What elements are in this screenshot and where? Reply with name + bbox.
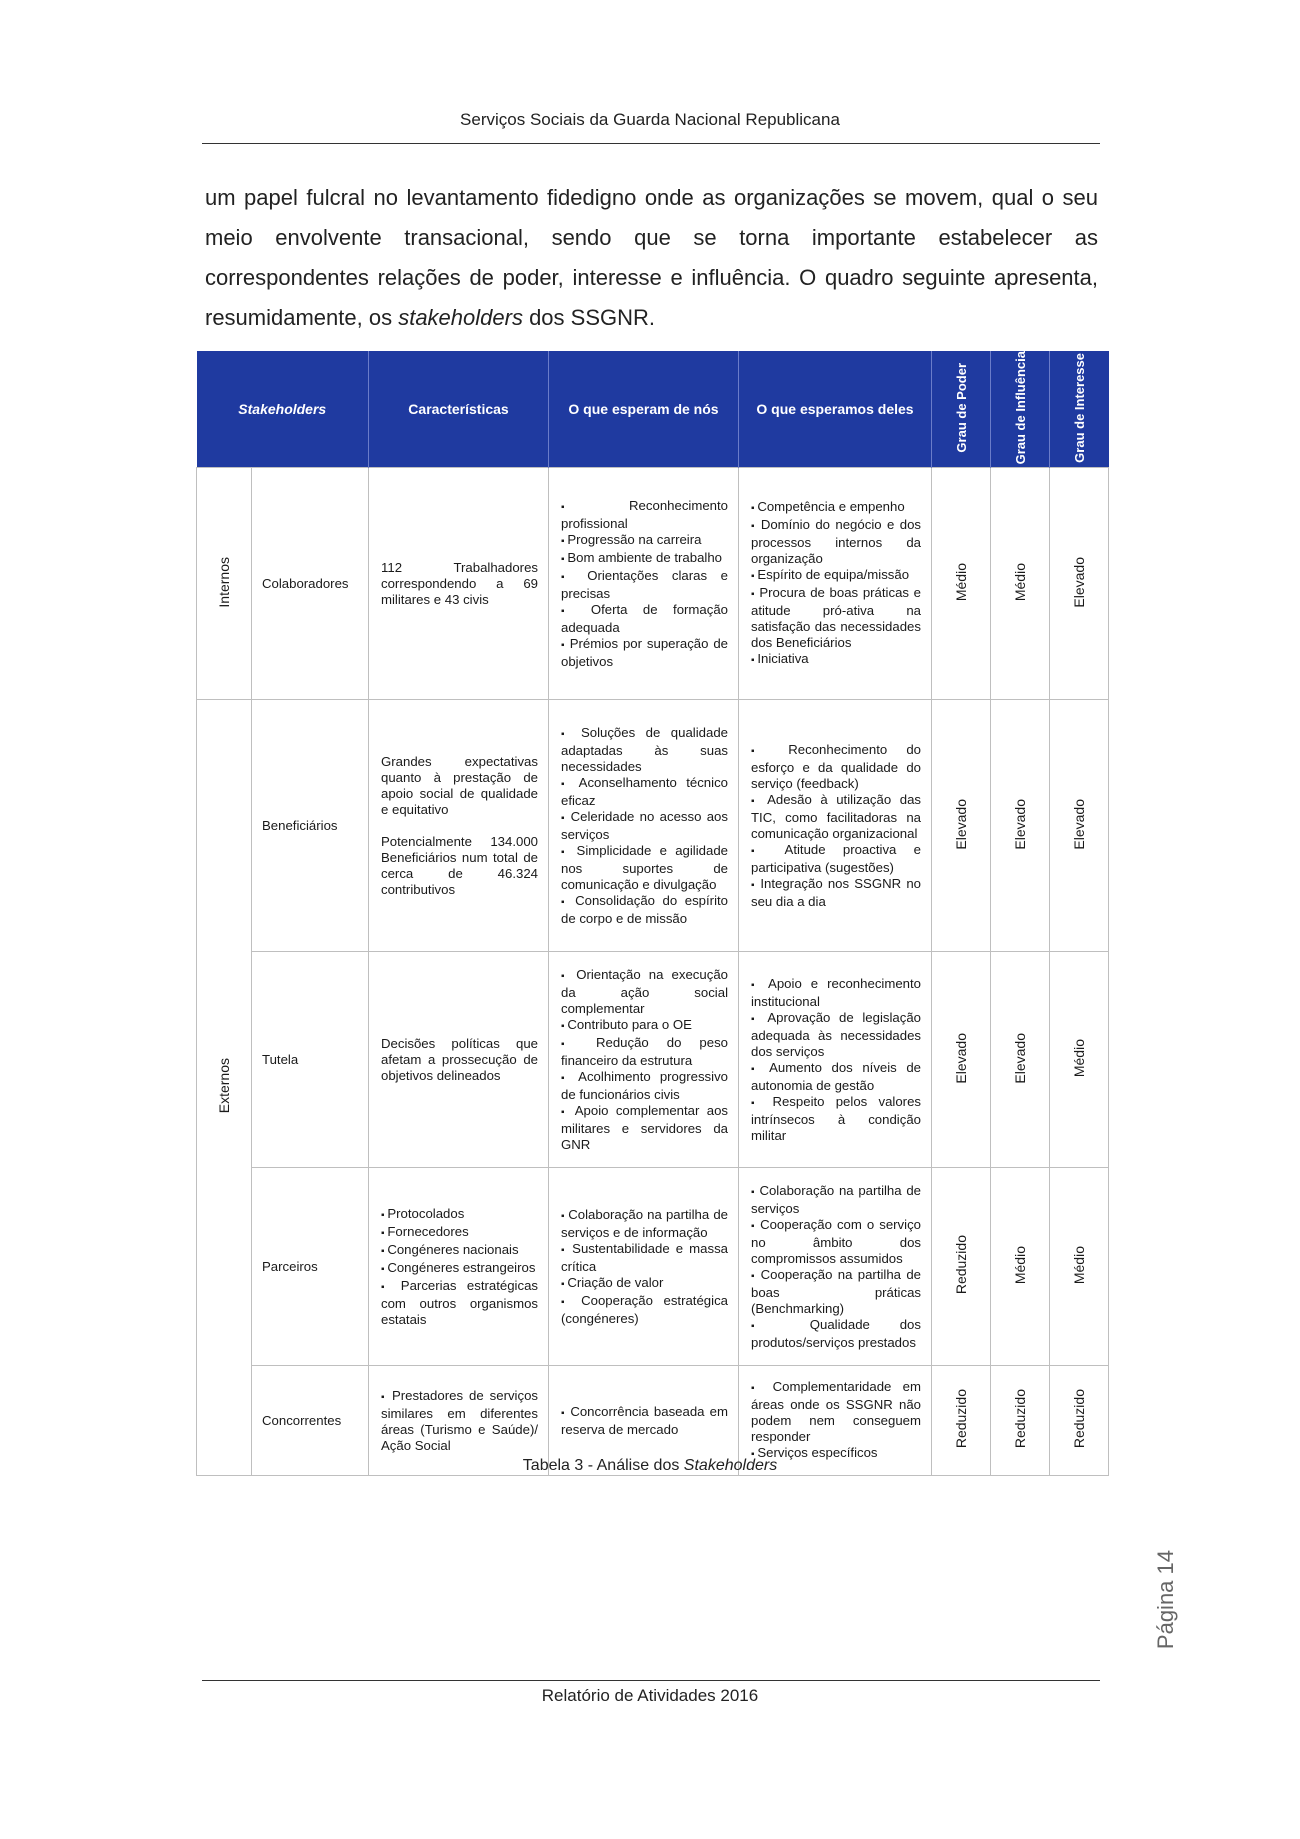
bullet-item: ▪ Colaboração na partilha de serviços e de informação xyxy=(561,1207,728,1241)
stakeholder-name: Colaboradores xyxy=(252,468,369,700)
bullet-item: ▪ Orientação na execução da ação social complementar xyxy=(561,967,728,1017)
bullet-list xyxy=(561,1404,728,1438)
bullet-item: ▪ Respeito pelos valores intrínsecos à condição militar xyxy=(751,1094,921,1144)
esperamos-cell xyxy=(739,952,932,1168)
header-interesse: Grau de Interesse xyxy=(1050,351,1109,468)
bullet-item: ▪ Integração nos SSGNR no seu dia a dia xyxy=(751,876,921,910)
bullet-item: ▪ Congéneres estrangeiros xyxy=(381,1260,538,1278)
grau-poder-cell: Elevado xyxy=(932,952,991,1168)
bullet-item: ▪ Acolhimento progressivo de funcionários civis xyxy=(561,1069,728,1103)
caracteristicas-cell xyxy=(369,468,549,700)
bullet-list xyxy=(561,967,728,1153)
intro-emphasis: stakeholders xyxy=(398,305,523,330)
grau-interesse-cell: Elevado xyxy=(1050,468,1109,700)
bullet-item: ▪ Orientações claras e precisas xyxy=(561,568,728,602)
bullet-item: ▪ Celeridade no acesso aos serviços xyxy=(561,809,728,843)
grau-interesse-cell: Médio xyxy=(1050,952,1109,1168)
bullet-item: ▪ Simplicidade e agilidade nos suportes de comunicação e divulgação xyxy=(561,843,728,893)
bullet-list xyxy=(751,1379,921,1463)
esperam-cell xyxy=(549,1168,739,1366)
bullet-list xyxy=(751,742,921,910)
caracteristicas-cell xyxy=(369,952,549,1168)
bullet-item: ▪ Prémios por superação de objetivos xyxy=(561,636,728,670)
bullet-item: ▪ Atitude proactiva e participativa (sugestões) xyxy=(751,842,921,876)
grau-influencia-cell: Médio xyxy=(991,1168,1050,1366)
caracteristicas-cell xyxy=(369,700,549,952)
bullet-item: ▪ Competência e empenho xyxy=(751,499,921,517)
header-poder: Grau de Poder xyxy=(932,351,991,468)
stakeholder-name: Beneficiários xyxy=(252,700,369,952)
bullet-item: ▪ Soluções de qualidade adaptadas às suas necessidades xyxy=(561,725,728,775)
bullet-item: ▪ Parcerias estratégicas com outros organismos estatais xyxy=(381,1278,538,1328)
bullet-list xyxy=(561,1207,728,1327)
grau-influencia-cell: Elevado xyxy=(991,700,1050,952)
bullet-list xyxy=(751,976,921,1144)
bullet-list xyxy=(381,1388,538,1454)
bullet-item: ▪ Complementaridade em áreas onde os SSGNR não podem nem conseguem responder xyxy=(751,1379,921,1445)
bullet-item: ▪ Espírito de equipa/missão xyxy=(751,567,921,585)
grau-poder-cell: Elevado xyxy=(932,700,991,952)
table-header-row xyxy=(197,351,1109,468)
bullet-item: ▪ Redução do peso financeiro da estrutura xyxy=(561,1035,728,1069)
caracteristicas-cell xyxy=(369,1168,549,1366)
group-internos: Internos xyxy=(197,468,252,700)
running-footer: Relatório de Atividades 2016 xyxy=(541,1686,759,1705)
bullet-item: ▪ Aconselhamento técnico eficaz xyxy=(561,775,728,809)
esperamos-cell xyxy=(739,468,932,700)
bullet-item: ▪ Reconhecimento profissional xyxy=(561,498,728,532)
bullet-item: ▪ Criação de valor xyxy=(561,1275,728,1293)
bullet-item: ▪ Apoio complementar aos militares e servidores da GNR xyxy=(561,1103,728,1153)
stakeholder-name: Tutela xyxy=(252,952,369,1168)
footer-rule xyxy=(202,1680,1100,1681)
grau-interesse-cell: Médio xyxy=(1050,1168,1109,1366)
grau-poder-cell: Reduzido xyxy=(932,1366,991,1476)
bullet-list xyxy=(751,1183,921,1351)
table-caption xyxy=(0,1457,1300,1475)
bullet-item: ▪ Protocolados xyxy=(381,1206,538,1224)
bullet-item: ▪ Bom ambiente de trabalho xyxy=(561,550,728,568)
bullet-item: ▪ Contributo para o OE xyxy=(561,1017,728,1035)
bullet-item: ▪ Procura de boas práticas e atitude pró-ativa na satisfação das necessidades dos Beneficiários xyxy=(751,585,921,651)
bullet-item: ▪ Cooperação estratégica (congéneres) xyxy=(561,1293,728,1327)
esperamos-cell xyxy=(739,1168,932,1366)
grau-poder-cell: Médio xyxy=(932,468,991,700)
bullet-item: ▪ Cooperação na partilha de boas práticas (Benchmarking) xyxy=(751,1267,921,1317)
stakeholder-name: Parceiros xyxy=(252,1168,369,1366)
esperam-cell xyxy=(549,952,739,1168)
bullet-item: ▪ Oferta de formação adequada xyxy=(561,602,728,636)
bullet-item: ▪ Reconhecimento do esforço e da qualidade do serviço (feedback) xyxy=(751,742,921,792)
header-esperam: O que esperam de nós xyxy=(549,351,739,468)
caracteristica-text: 112 Trabalhadores correspondendo a 69 militares e 43 civis xyxy=(381,559,538,607)
bullet-item: ▪ Domínio do negócio e dos processos internos da organização xyxy=(751,517,921,567)
table-row xyxy=(197,1168,1109,1366)
grau-influencia-cell: Reduzido xyxy=(991,1366,1050,1476)
caption-emphasis: Stakeholders xyxy=(683,1457,778,1474)
bullet-list xyxy=(751,499,921,669)
stakeholder-name: Concorrentes xyxy=(252,1366,369,1476)
header-esperamos: O que esperamos deles xyxy=(739,351,932,468)
stakeholders-table xyxy=(196,351,1109,1476)
grau-influencia-cell: Médio xyxy=(991,468,1050,700)
intro-paragraph xyxy=(205,178,1098,338)
header-stakeholders: Stakeholders xyxy=(197,351,369,468)
bullet-item: ▪ Adesão à utilização das TIC, como facilitadoras na comunicação organizacional xyxy=(751,792,921,842)
page-number: Página 14 xyxy=(1153,1550,1178,1650)
grau-poder-cell: Reduzido xyxy=(932,1168,991,1366)
header-caracteristicas: Características xyxy=(369,351,549,468)
bullet-list xyxy=(561,725,728,927)
grau-influencia-cell: Elevado xyxy=(991,952,1050,1168)
bullet-item: ▪ Progressão na carreira xyxy=(561,532,728,550)
bullet-item: ▪ Aprovação de legislação adequada às necessidades dos serviços xyxy=(751,1010,921,1060)
caracteristica-text: Potencialmente 134.000 Beneficiários num total de cerca de 46.324 contributivos xyxy=(381,833,538,897)
bullet-item: ▪ Serviços específicos xyxy=(751,1445,921,1463)
esperamos-cell xyxy=(739,700,932,952)
bullet-item: ▪ Iniciativa xyxy=(751,651,921,669)
bullet-list xyxy=(561,498,728,670)
group-externos: Externos xyxy=(197,700,252,1476)
bullet-item: ▪ Congéneres nacionais xyxy=(381,1242,538,1260)
table-row xyxy=(197,952,1109,1168)
bullet-item: ▪ Fornecedores xyxy=(381,1224,538,1242)
grau-interesse-cell: Elevado xyxy=(1050,700,1109,952)
bullet-item: ▪ Apoio e reconhecimento institucional xyxy=(751,976,921,1010)
caracteristica-text: Decisões políticas que afetam a prossecução de objetivos delineados xyxy=(381,1035,538,1083)
intro-tail: dos SSGNR. xyxy=(522,305,655,330)
bullet-item: ▪ Cooperação com o serviço no âmbito dos compromissos assumidos xyxy=(751,1217,921,1267)
table-row xyxy=(197,700,1109,952)
bullet-list xyxy=(381,1206,538,1328)
grau-interesse-cell: Reduzido xyxy=(1050,1366,1109,1476)
esperam-cell xyxy=(549,468,739,700)
bullet-item: ▪ Colaboração na partilha de serviços xyxy=(751,1183,921,1217)
bullet-item: ▪ Concorrência baseada em reserva de mercado xyxy=(561,1404,728,1438)
table-row xyxy=(197,468,1109,700)
esperam-cell xyxy=(549,700,739,952)
caption-prefix: Tabela 3 - Análise dos xyxy=(522,1457,684,1474)
caracteristica-text: Grandes expectativas quanto à prestação de apoio social de qualidade e equitativo xyxy=(381,753,538,817)
bullet-item: ▪ Prestadores de serviços similares em diferentes áreas (Turismo e Saúde)/ Ação Social xyxy=(381,1388,538,1454)
bullet-item: ▪ Qualidade dos produtos/serviços prestados xyxy=(751,1317,921,1351)
header-influencia: Grau de Influência xyxy=(991,351,1050,468)
bullet-item: ▪ Aumento dos níveis de autonomia de gestão xyxy=(751,1060,921,1094)
intro-text: um papel fulcral no levantamento fidedigno onde as organizações se movem, qual o seu meio envolvente transacional, sendo que se torna importante estabelecer as correspondentes relações de poder, interesse e influência. O quadro seguinte apresenta, resumidamente, os xyxy=(205,185,1098,330)
bullet-item: ▪ Sustentabilidade e massa crítica xyxy=(561,1241,728,1275)
bullet-item: ▪ Consolidação do espírito de corpo e de missão xyxy=(561,893,728,927)
header-rule xyxy=(202,143,1100,144)
running-header: Serviços Sociais da Guarda Nacional Republicana xyxy=(460,110,840,129)
